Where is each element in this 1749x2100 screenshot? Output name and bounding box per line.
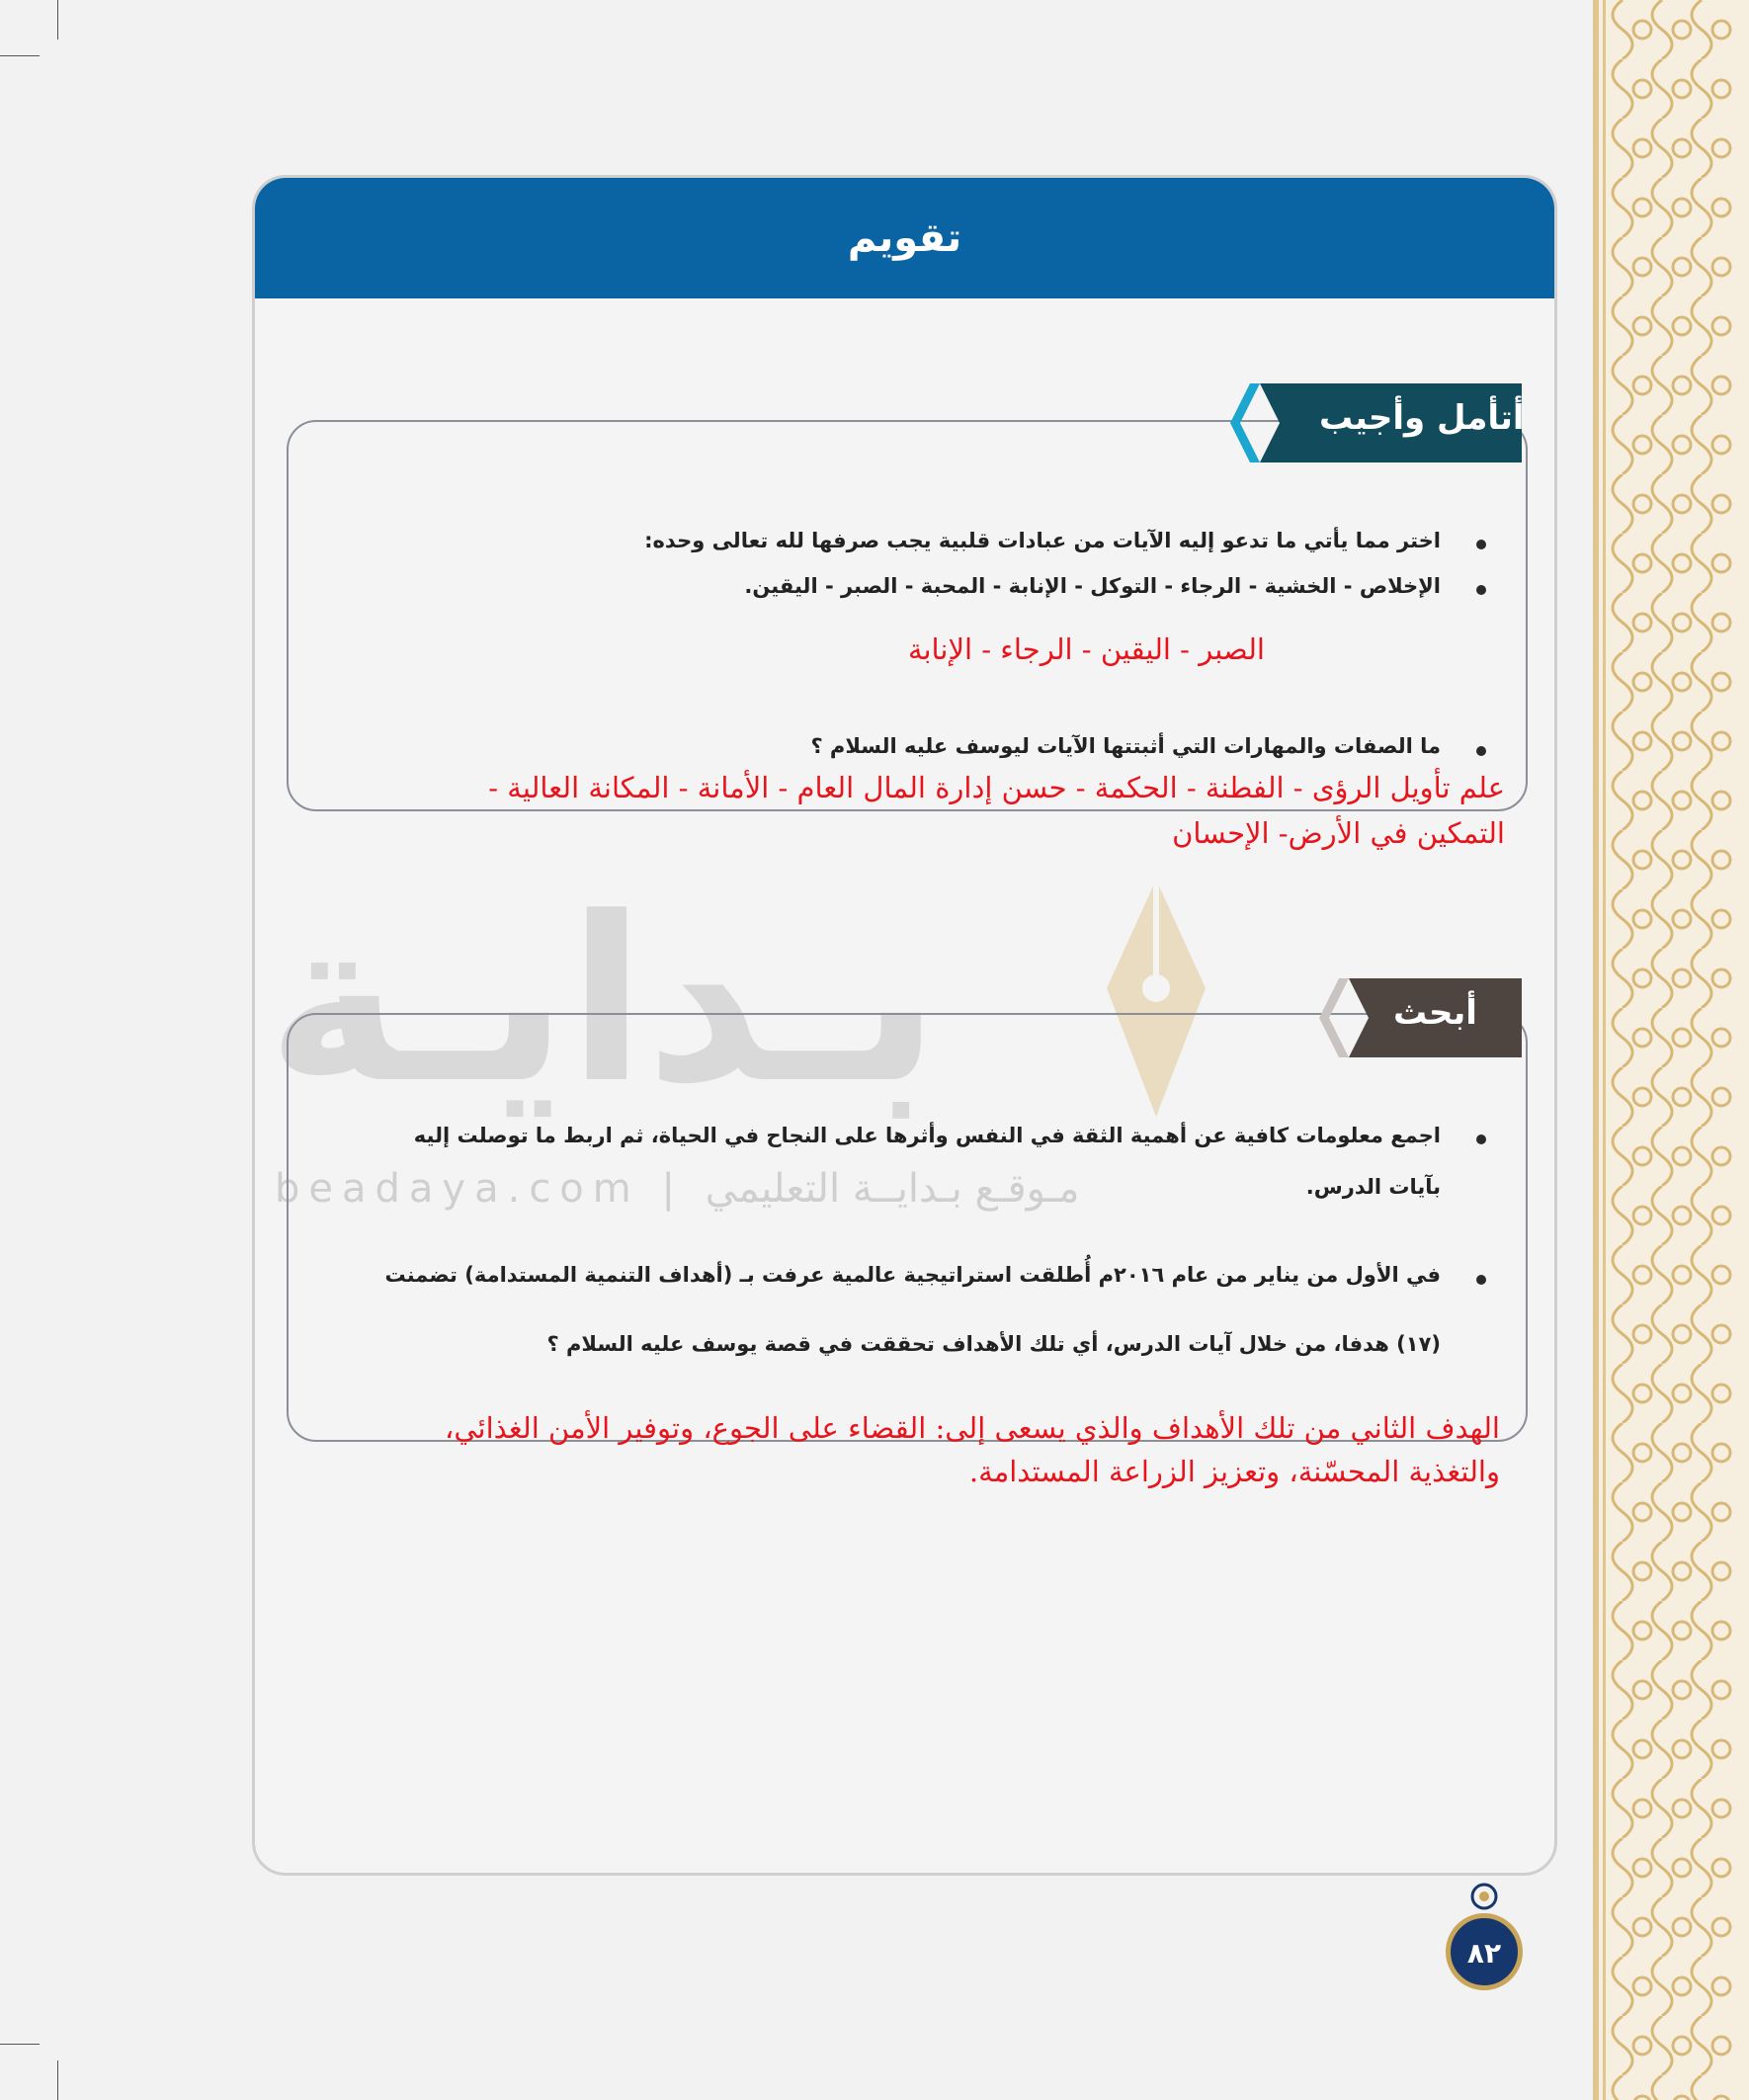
crop-mark: [0, 55, 40, 56]
bullet: [1476, 746, 1486, 756]
reflect-question-1: اختر مما يأتي ما تدعو إليه الآيات من عبادات قلبية يجب صرفها لله تعالى وحده:: [644, 529, 1441, 552]
bullet: [1476, 1275, 1486, 1285]
page-number-badge: [1446, 1913, 1523, 1990]
research-answer-line-1: الهدف الثاني من تلك الأهداف والذي يسعى إلى: القضاء على الجوع، وتوفير الأمن الغذائي،: [445, 1411, 1500, 1445]
decorative-border: [1593, 0, 1749, 2100]
card-header: [255, 178, 1554, 298]
reflect-tag-label: أتأمل وأجيب: [1319, 398, 1525, 438]
reflect-answer-1: الصبر - اليقين - الرجاء - الإنابة: [907, 632, 1265, 666]
watermark-brand: بـدايـة: [267, 870, 941, 1134]
research-tag-label: أبحث: [1393, 993, 1477, 1033]
page-title: تقويم: [847, 215, 962, 261]
crop-mark: [57, 2060, 58, 2100]
bullet: [1476, 1134, 1486, 1144]
research-question-2: في الأول من يناير من عام ٢٠١٦م أُطلقت استراتيجية عالمية عرفت بـ (أهداف التنمية المستدامة) تضمنت: [384, 1263, 1441, 1287]
reflect-question-1-options: الإخلاص - الخشية - الرجاء - التوكل - الإنابة - المحبة - الصبر - اليقين.: [744, 574, 1441, 598]
watermark-text: beadaya.com | مـوقـع بـدايــة التعليمي: [275, 1166, 1080, 1212]
page-number: ٨٢: [1466, 1937, 1502, 1970]
bullet: [1476, 540, 1486, 549]
bullet: [1476, 585, 1486, 595]
research-question-1: اجمع معلومات كافية عن أهمية الثقة في النفس وأثرها على النجاح في الحياة، ثم اربط ما توصلت إليه: [413, 1124, 1441, 1147]
research-question-2-cont: (١٧) هدفا، من خلال آيات الدرس، أي تلك الأهداف تحققت في قصة يوسف عليه السلام ؟: [546, 1332, 1441, 1356]
reflect-question-2: ما الصفات والمهارات التي أثبتتها الآيات ليوسف عليه السلام ؟: [810, 734, 1441, 758]
research-panel: [287, 1013, 1528, 1442]
reflect-answer-2-line-2: التمكين في الأرض- الإحسان: [1172, 816, 1505, 850]
research-question-1-cont: بآيات الدرس.: [1305, 1175, 1441, 1199]
crop-mark: [0, 2044, 40, 2045]
emblem-icon: [1464, 1880, 1504, 1913]
research-answer-line-2: والتغذية المحسّنة، وتعزيز الزراعة المستدامة.: [968, 1455, 1500, 1488]
reflect-answer-2-line-1: علم تأويل الرؤى - الفطنة - الحكمة - حسن إدارة المال العام - الأمانة - المكانة العالية -: [488, 771, 1505, 804]
crop-mark: [57, 0, 58, 40]
